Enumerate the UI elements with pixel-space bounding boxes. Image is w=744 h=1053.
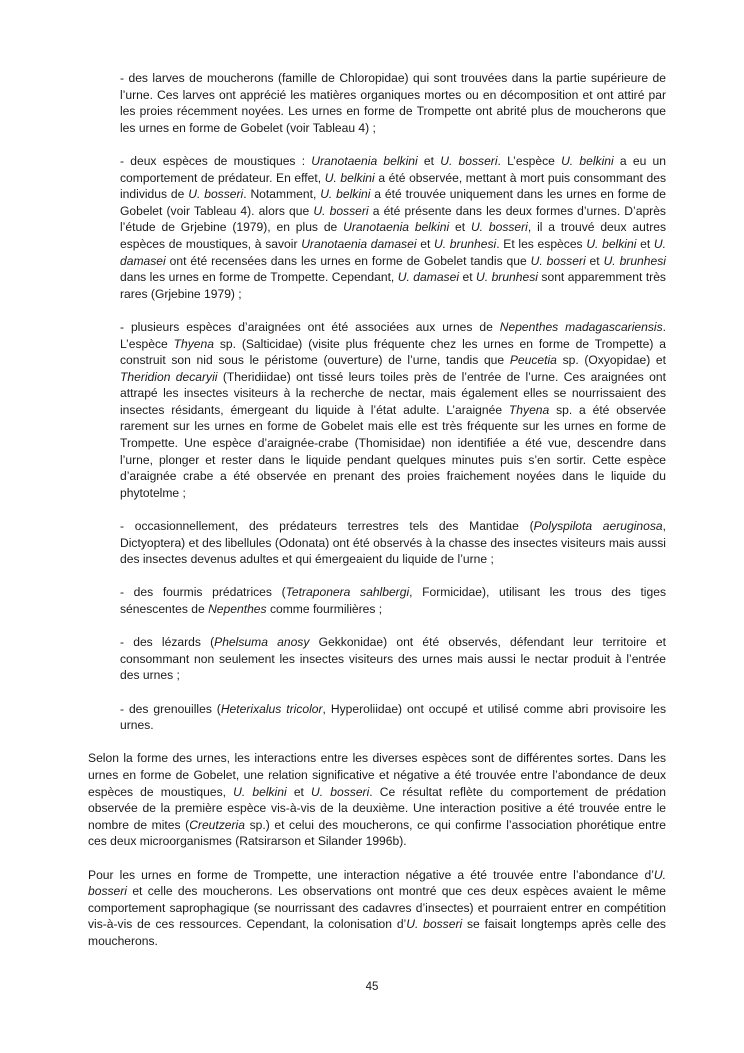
species-name: U. belkini (586, 236, 637, 251)
species-name: Nepenthes madagascariensis (499, 319, 663, 334)
text-run: , Dictyoptera) et des libellules (Odonata) ont été observés à la chasse des insectes visiteurs mais aussi des insectes devenus adultes et qui émergeaient du liquide de l’urne ; (120, 519, 666, 567)
species-name: Theridion decaryii (120, 369, 218, 384)
text-run: ont été recensées dans les urnes en forme de Gobelet tandis que (165, 253, 531, 268)
text-run: a été observée, mettant à mort puis consommant des individus de (120, 170, 666, 202)
species-name: U. bosseri (313, 203, 369, 218)
species-name: U. bosseri (530, 253, 586, 268)
text-run: , Formicidae), utilisant les trous des tiges sénescentes de (120, 585, 666, 616)
text-run: - plusieurs espèces d’araignées ont été associées aux urnes de (120, 319, 500, 334)
text-run: a eu un comportement de prédateur. En effet, (120, 153, 666, 185)
species-name: Uranotaenia belkini (343, 220, 450, 235)
text-run: - deux espèces de moustiques : (120, 153, 312, 168)
species-name: U. belkini (324, 170, 375, 185)
species-name: Uranotaenia belkini (311, 153, 418, 168)
text-run: . L’espèce (120, 319, 666, 351)
text-run: et (449, 220, 471, 235)
species-name: Creutzeria (189, 817, 245, 832)
list-item (120, 584, 666, 617)
text-run: dans les urnes en forme de Trompette. Cependant, (120, 270, 398, 285)
species-name: U. brunhesi (476, 270, 538, 285)
text-run: . Et les espèces (496, 236, 587, 251)
text-run: - des grenouilles ( (120, 701, 221, 716)
text-run: Pour les urnes en forme de Trompette, une interaction négative a été trouvée entre l’abondance d’ (88, 867, 654, 882)
species-name: U. bosseri (440, 153, 498, 168)
text-run: a été trouvée uniquement dans les urnes en forme de Gobelet (voir Tableau 4). alors que (120, 187, 666, 218)
text-run: et celle des moucherons. Les observations ont montré que ces deux espèces avaient le même comportement saprophagique (se nourrissant des cadavres d’insectes) et pourraient entrer en compétition vis-à-vis de ces ressources. Cependant, la colonisation d’ (88, 884, 666, 932)
species-name: U. brunhesi (603, 253, 666, 268)
text-run: . L’espèce (497, 153, 562, 168)
species-name: U. damasei (397, 270, 460, 285)
species-name: Heterixalus tricolor (220, 701, 323, 716)
text-run: et (417, 153, 441, 168)
list-item (120, 518, 666, 568)
species-name: Thyena (173, 336, 214, 351)
text-run: (Theridiidae) ont tissé leurs toiles près de l’entrée de l’urne. Ces araignées ont attrapé les insectes visiteurs à la recherche de nectar, mais également elles se nourrissaient des insectes résidants, émergeant du liquide à l’état adulte. L’araignée (120, 369, 666, 417)
species-name: U. bosseri (88, 867, 666, 899)
text-run: comme fourmilières ; (266, 602, 383, 616)
species-name: U. bosseri (188, 187, 244, 202)
text-run: et (585, 253, 604, 268)
text-run: sp. (Oxyopidae) et (556, 353, 667, 368)
species-name: U. bosseri (311, 784, 370, 799)
text-run: Selon la forme des urnes, les interactions entre les diverses espèces sont de différentes sortes. Dans les urnes en forme de Gobelet, une relation significative et négative a été trouvée entre l’abondance de deux espèces de moustiques, (88, 751, 666, 799)
text-run: - des larves de moucherons (famille de Chloropidae) qui sont trouvées dans la partie supérieure de l’urne. Ces larves ont apprécié les matières organiques mortes ou en décomposition et ont attiré par les proies récemment noyées. Les urnes en forme de Trompette ont abrité plus de moucherons que les urnes en forme de Gobelet (voir Tableau 4) ; (120, 71, 666, 135)
page-number: 45 (365, 981, 379, 993)
text-run: se faisait longtemps après celle des moucherons. (88, 917, 666, 948)
species-name: U. brunhesi (434, 236, 497, 251)
species-name: U. damasei (120, 236, 666, 268)
text-run: et (459, 270, 477, 285)
text-run: a été présente dans les deux formes d’urnes. D’après l’étude de Grjebine (1979), en plus de (120, 203, 666, 235)
list-item (120, 319, 666, 502)
text-run: sp. (Salticidae) (visite plus fréquente chez les urnes en forme de Trompette) a construit son nid sous le péristome (ouverture) de l’urne, tandis que (120, 336, 667, 368)
species-name: Tetraponera sahlbergi (285, 585, 410, 600)
text-run: et (286, 784, 312, 799)
text-run: et (636, 236, 654, 251)
text-run: sp.) et celui des moucherons, ce qui confirme l’association phorétique entre ces deux microorganismes (Ratsirarson et Silander 1996b). (88, 817, 666, 849)
list-item (120, 70, 666, 136)
species-name: Uranotaenia damasei (301, 236, 417, 251)
species-list (88, 70, 666, 734)
text-run: . Ce résultat reflète du comportement de prédation observée de la première espèce vis-à-vis de la deuxième. Une interaction positive a été trouvée entre le nombre de mites ( (88, 784, 667, 832)
species-name: U. bosseri (470, 220, 528, 235)
species-name: U. belkini (561, 153, 614, 168)
text-run: Gekkonidae) ont été observés, défendant leur territoire et consommant non seulement les insectes visiteurs des urnes mais aussi le nectar produit à l’entrée des urnes ; (120, 635, 666, 683)
text-run: , il a trouvé deux autres espèces de moustiques, à savoir (120, 220, 667, 251)
body-paragraph (88, 867, 666, 950)
text-run: - des fourmis prédatrices ( (120, 585, 286, 600)
text-run: . Notamment, (243, 187, 321, 202)
body-paragraph (88, 750, 666, 850)
text-run: sp. a été observée rarement sur les urnes en forme de Gobelet mais elle est très fréquente sur les urnes en forme de Trompette. Une espèce d’araignée-crabe (Thomisidae) non identifiée a été vue, descendre dans l’urne, plonger et rester dans le liquide pendant quelques minutes puis s’en sortir. Cette espèce d’araignée crabe a été observée en prenant des proies fraichement noyées dans le liquide du phytotelme ; (120, 402, 666, 500)
list-item (120, 153, 666, 302)
species-name: U. bosseri (406, 917, 463, 932)
text-run: , Hyperoliidae) ont occupé et utilisé comme abri provisoire les urnes. (120, 701, 667, 733)
list-item (120, 701, 666, 734)
list-item (120, 634, 666, 684)
species-name: Phelsuma anosy (214, 635, 310, 650)
species-name: U. belkini (233, 784, 287, 799)
species-name: Peucetia (509, 353, 557, 368)
species-name: Nepenthes (208, 602, 267, 616)
text-run: - occasionnellement, des prédateurs terrestres tels des Mantidae ( (120, 519, 534, 534)
species-name: Polyspilota aeruginosa (533, 519, 663, 534)
text-run: sont apparemment très rares (Grjebine 1979) ; (120, 270, 666, 301)
species-name: Thyena (508, 402, 550, 417)
species-name: U. belkini (320, 187, 371, 202)
document-page (88, 70, 666, 949)
text-run: - des lézards ( (120, 635, 215, 650)
text-run: et (416, 236, 435, 251)
